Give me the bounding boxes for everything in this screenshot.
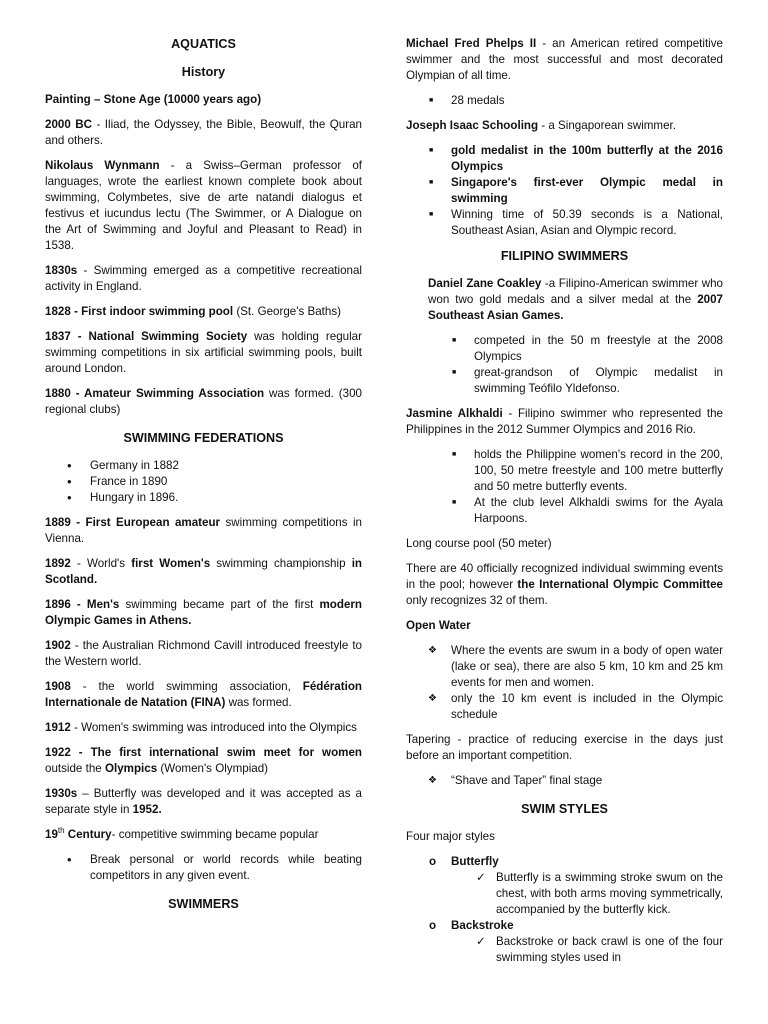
list-item: ❖ only the 10 km event is included in the Olympic schedule [428,691,723,723]
list-item: ✓ Butterfly is a swimming stroke swum on the chest, with both arms moving symmetrically, accompanied by the butterfly kick. [471,870,723,918]
records-list [67,852,362,884]
alkhaldi-list [451,447,723,527]
swimmer-entry: Joseph Isaac Schooling - a Singaporean swimmer. [406,119,676,132]
federation-entry: 1912 - Women's swimming was introduced into the Olympics [45,721,357,734]
federation-entry: 1896 - Men's swimming became part of the first modern Olympic Games in Athens. [45,598,363,627]
federation-entry: 1902 - the Australian Richmond Cavill introduced freestyle to the Western world. [45,639,362,668]
tapering-list [428,773,723,789]
list-item [428,918,723,966]
pool-label: Long course pool (50 meter) [406,537,552,550]
left-column [45,36,362,924]
list-item: ❖ Where the events are swum in a body of open water (lake or sea), there are also 5 km, 10 km and 25 km events for men and women. [428,643,723,691]
history-entry: Painting – Stone Age (10000 years ago) [45,93,262,106]
schooling-list [428,143,723,239]
federation-entry: 1908 - the world swimming association, Fédération Internationale de Natation (FINA) was formed. [45,680,362,709]
federation-entry: 1892 - World's first Women's swimming championship in Scotland. [45,557,362,586]
history-entry: 1880 - Amateur Swimming Association was formed. (300 regional clubs) [45,387,362,416]
styles-list [428,854,723,966]
swimmer-entry: Daniel Zane Coakley -a Filipino-American swimmer who won two gold medals and a silver medal at the 2007 Southeast Asian Games. [428,277,724,322]
history-entry: 2000 BC - Iliad, the Odyssey, the Bible, Beowulf, the Quran and others. [45,118,362,147]
list-item: ■ Singapore's first-ever Olympic medal in swimming [428,175,723,207]
history-entry: 1828 - First indoor swimming pool (St. George's Baths) [45,305,341,318]
open-water-list [428,643,723,723]
federation-entry: 1922 - The first international swim meet for women outside the Olympics (Women's Olympiad) [45,746,362,775]
list-item: ■ At the club level Alkhaldi swims for the Ayala Harpoons. [451,495,723,527]
open-water-label: Open Water [406,619,471,632]
coakley-list [451,333,723,397]
history-entry: 1837 - National Swimming Society was holding regular swimming competitions in six artificial swimming pools, built around London. [45,330,362,375]
list-item: ❖ “Shave and Taper” final stage [428,773,723,789]
list-item: ■ competed in the 50 m freestyle at the 2008 Olympics [451,333,723,365]
phelps-list [428,93,723,109]
swimmers-heading: SWIMMERS [168,897,239,911]
swimmer-entry: Jasmine Alkhaldi - Filipino swimmer who represented the Philippines in the 2012 Summer Olympics and 2016 Rio. [406,407,724,436]
federation-entry: 19th Century- competitive swimming became popular [45,826,319,841]
federations-list [67,458,362,506]
list-item: ■ Winning time of 50.39 seconds is a National, Southeast Asian, Asian and Olympic record. [428,207,723,239]
list-item: • Germany in 1882 [67,458,362,474]
list-item: ■ 28 medals [428,93,723,109]
federation-entry: 1930s – Butterfly was developed and it was accepted as a separate style in 1952. [45,787,362,816]
list-item: • France in 1890 [67,474,362,490]
list-item: ■ holds the Philippine women's record in the 200, 100, 50 metre freestyle and 100 metre butterfly and 50 metre butterfly events. [451,447,723,495]
styles-heading: SWIM STYLES [521,802,608,816]
right-column [406,36,723,975]
tapering-text: Tapering - practice of reducing exercise in the days just before an important competition. [406,733,723,762]
history-heading: History [181,65,226,79]
history-entry: Nikolaus Wynmann - a Swiss–German professor of languages, wrote the earliest known complete book about swimming, Colymbetes, sive de arte natandi dialogus et festivus et iucundus lectu (The Swimmer, or A Dialogue on the Art of Swimming and Joyful and Pleasant to Read) in 1538. [45,159,362,252]
list-item: ■ gold medalist in the 100m butterfly at the 2016 Olympics [428,143,723,175]
style-desc-list [471,934,723,966]
list-item: ✓ Backstroke or back crawl is one of the four swimming styles used in [471,934,723,966]
history-entry: 1830s - Swimming emerged as a competitive recreational activity in England. [45,264,362,293]
styles-intro: Four major styles [406,830,495,843]
style-name: Backstroke [451,919,514,932]
federations-heading: SWIMMING FEDERATIONS [123,431,284,445]
swimmer-entry: Michael Fred Phelps II - an American retired competitive swimmer and the most successful and most decorated Olympian of all time. [406,37,723,82]
filipino-heading: FILIPINO SWIMMERS [500,249,629,263]
style-desc-list [471,870,723,918]
federation-entry: 1889 - First European amateur swimming competitions in Vienna. [45,516,362,545]
list-item: • Hungary in 1896. [67,490,362,506]
list-item: ■ great-grandson of Olympic medalist in swimming Teófilo Yldefonso. [451,365,723,397]
list-item: • Break personal or world records while beating competitors in any given event. [67,852,362,884]
events-text: There are 40 officially recognized individual swimming events in the pool; however the International Olympic Committee only recognizes 32 of them. [406,562,723,607]
doc-title: AQUATICS [171,37,236,51]
list-item [428,854,723,918]
style-name: Butterfly [451,855,499,868]
